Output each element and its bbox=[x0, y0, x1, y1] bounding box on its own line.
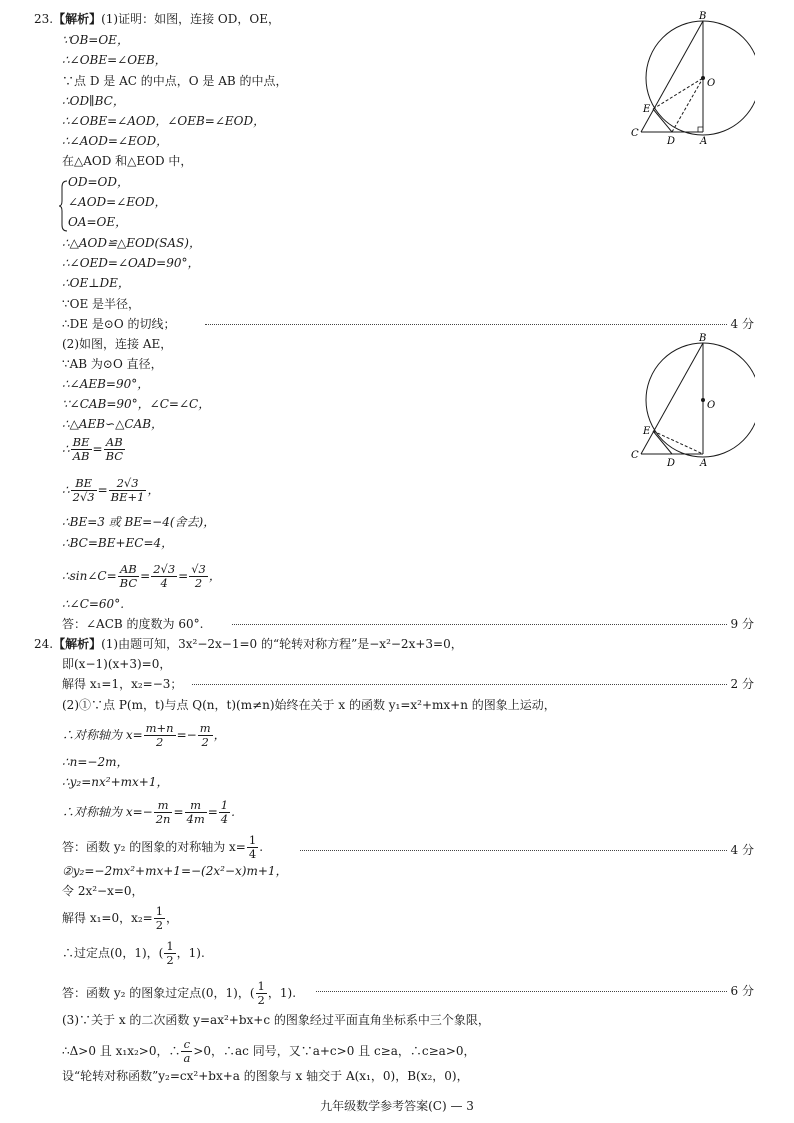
label-a: A bbox=[700, 458, 708, 469]
numerator: c bbox=[181, 1038, 192, 1052]
denominator: 2 bbox=[166, 953, 174, 967]
q23-line12: ∵OE 是半径， bbox=[62, 297, 141, 311]
system-brace bbox=[58, 180, 68, 232]
q24-line5: ∴n=−2m， bbox=[62, 755, 129, 769]
segment-cb bbox=[641, 21, 703, 132]
q24-line4: (2)①∵点 P(m，t)与点 Q(n，t)(m≠n)始终在关于 x 的函数 y₁=x²+mx+n 的图象上运动， bbox=[62, 698, 556, 712]
numerator: √3 bbox=[191, 562, 206, 576]
numerator: 1 bbox=[257, 979, 265, 993]
fraction bbox=[109, 477, 147, 504]
numerator: m bbox=[154, 799, 173, 813]
leader-dots bbox=[192, 684, 727, 685]
q23-part2-line1: (2)如图，连接 AE， bbox=[62, 337, 173, 351]
q23-line8: 在△AOD 和△EOD 中， bbox=[62, 154, 193, 168]
right-angle-mark bbox=[698, 127, 703, 132]
q23-part2-line4: ∵∠CAB=90°，∠C=∠C， bbox=[62, 397, 211, 411]
numerator: m+n bbox=[145, 721, 174, 735]
denominator: AB bbox=[72, 449, 90, 463]
q24-header bbox=[34, 636, 463, 652]
label-c: C bbox=[631, 450, 639, 461]
denominator: 4 bbox=[220, 812, 229, 826]
fraction bbox=[219, 799, 230, 826]
q23-line5: ∴OD∥BC， bbox=[62, 94, 125, 108]
segment-ed bbox=[653, 109, 672, 132]
q24-line7: ②y₂=−2mx²+mx+1=−(2x²−x)m+1， bbox=[62, 864, 288, 878]
system-eq1: OD=OD， bbox=[68, 175, 129, 189]
fraction bbox=[71, 477, 97, 504]
segment-cb bbox=[641, 343, 703, 454]
denominator: 2 bbox=[155, 735, 164, 749]
q23-line3: ∴∠OBE=∠OEB， bbox=[62, 53, 167, 67]
q23-line2: ∵OB=OE， bbox=[62, 33, 129, 47]
q24-number: 24. bbox=[34, 637, 54, 651]
sine-equation: ∴sin∠C= $\frac{AB}{BC}$ = $\frac{2√3}{4}$ = $\frac{√3}{2}$ ， bbox=[62, 562, 221, 590]
fraction bbox=[118, 563, 139, 590]
denominator: BC bbox=[105, 449, 124, 463]
axis-prefix: ∴对称轴为 x=− bbox=[62, 805, 153, 819]
center-point bbox=[701, 76, 705, 80]
label-o: O bbox=[707, 78, 716, 89]
fraction bbox=[154, 905, 165, 932]
q24-line10 bbox=[62, 1038, 476, 1065]
q24-answer-2: 答：函数 y₂ 的图象过定点(0，1)，( $\frac{1}{2}$ ，1). bbox=[62, 979, 297, 1007]
q23-part2-line3: ∴∠AEB=90°， bbox=[62, 377, 150, 391]
numerator: 1 bbox=[166, 939, 174, 953]
numerator: 2√3 bbox=[109, 477, 147, 491]
numerator: m bbox=[185, 799, 207, 813]
q24-line1: (1)由题可知，3x²−2x−1=0 的“轮转对称方程”是−x²−2x+3=0， bbox=[101, 637, 463, 651]
segment-ed bbox=[653, 431, 672, 454]
leader-dots bbox=[316, 991, 727, 992]
answer-prefix: 答：函数 y₂ 的图象过定点(0，1)， bbox=[62, 986, 250, 1000]
q24-line8: 令 2x²−x=0， bbox=[62, 884, 144, 898]
score-mark: 6 分 bbox=[730, 984, 754, 998]
segment-oe bbox=[653, 78, 703, 109]
axis-equation-2: ∴对称轴为 x=− $\frac{m}{2n}$ = $\frac{m}{4m}$ = $\frac{1}{4}$ . bbox=[62, 798, 235, 826]
q23-tag: 【解析】 bbox=[53, 12, 102, 26]
fraction bbox=[71, 436, 92, 463]
fraction bbox=[151, 563, 177, 590]
label-e: E bbox=[643, 104, 651, 115]
fraction bbox=[185, 799, 207, 826]
denominator: 2 bbox=[201, 735, 209, 749]
label-e: E bbox=[643, 426, 651, 437]
line10-suffix: >0，∴ac 同号，又∵a+c>0 且 c≥a，∴c≥a>0， bbox=[193, 1044, 476, 1058]
leader-row bbox=[0, 842, 794, 856]
fraction bbox=[104, 436, 125, 463]
ratio-equation: ∴ $\frac{BE}{AB}$ = $\frac{AB}{BC}$ bbox=[62, 435, 124, 463]
denominator: a bbox=[183, 1051, 191, 1065]
q24-answer-1: 答：函数 y₂ 的图象的对称轴为 x= $\frac{1}{4}$ . bbox=[62, 833, 264, 861]
q23-header bbox=[34, 11, 280, 27]
denominator: 2√3 bbox=[72, 490, 95, 504]
fraction bbox=[164, 940, 175, 967]
q23-line7: ∴∠AOD=∠EOD， bbox=[62, 134, 169, 148]
leader-dots bbox=[300, 850, 727, 851]
numerator: 1 bbox=[248, 833, 257, 847]
circle-o bbox=[646, 21, 755, 135]
fraction bbox=[189, 563, 208, 590]
label-d: D bbox=[667, 136, 676, 147]
q23-line9: ∴△AOD≌△EOD(SAS)， bbox=[62, 236, 201, 250]
score-mark: 4 分 bbox=[730, 317, 754, 331]
numerator: 1 bbox=[155, 904, 164, 918]
leader-row bbox=[0, 983, 794, 997]
center-point bbox=[701, 398, 705, 402]
fraction bbox=[181, 1038, 192, 1065]
denominator: 2 bbox=[194, 576, 203, 590]
q23-part2-line7: ∴BC=BE+EC=4， bbox=[62, 536, 174, 550]
leader-row bbox=[0, 676, 794, 690]
numerator: AB bbox=[104, 436, 125, 450]
q24-line2: 即(x−1)(x+3)=0， bbox=[62, 657, 172, 671]
q23-part2-line6: ∴BE=3 或 BE=−4(舍去)， bbox=[62, 515, 216, 529]
sine-prefix: ∴sin∠C= bbox=[62, 569, 117, 583]
geometry-figure-2 bbox=[625, 330, 755, 470]
system-eq3: OA=OE， bbox=[68, 215, 128, 229]
fraction bbox=[144, 722, 176, 749]
q24-line6: ∴y₂=nx²+mx+1， bbox=[62, 775, 169, 789]
denominator: BC bbox=[119, 576, 138, 590]
ratio-prefix: ∴ bbox=[62, 442, 70, 456]
numerator: 1 bbox=[220, 798, 229, 812]
numerator: BE bbox=[72, 435, 90, 449]
q24-line11: 设“轮转对称函数”y₂=cx²+bx+a 的图象与 x 轴交于 A(x₁，0)，B(x₂，0)， bbox=[62, 1069, 469, 1083]
leader-row bbox=[0, 316, 794, 330]
q23-line1: (1)证明：如图，连接 OD，OE， bbox=[101, 12, 280, 26]
q23-part2-line5: ∴△AEB∽△CAB， bbox=[62, 417, 164, 431]
leader-row bbox=[0, 616, 794, 630]
segment-od bbox=[672, 78, 703, 132]
numerator: m bbox=[199, 721, 211, 735]
score-mark: 9 分 bbox=[730, 617, 754, 631]
denominator: BE+1 bbox=[110, 490, 145, 504]
substitution-equation: ∴ $\frac{BE}{2√3}$ = $\frac{2√3}{BE+1}$ ， bbox=[62, 476, 160, 504]
axis-prefix: ∴对称轴为 x= bbox=[62, 728, 143, 742]
label-b: B bbox=[699, 11, 707, 22]
numerator: BE bbox=[71, 477, 97, 491]
fixed-point-prefix: ∴过定点(0，1)， bbox=[62, 946, 159, 960]
denominator: 4m bbox=[186, 812, 205, 826]
q23-line4: ∵点 D 是 AC 的中点，O 是 AB 的中点， bbox=[62, 74, 288, 88]
leader-dots bbox=[205, 324, 727, 325]
answer-prefix: 答：函数 y₂ 的图象的对称轴为 x= bbox=[62, 840, 246, 854]
fraction bbox=[198, 722, 213, 749]
q23-line11: ∴OE⊥DE， bbox=[62, 276, 130, 290]
label-o: O bbox=[707, 400, 716, 411]
label-c: C bbox=[631, 128, 639, 139]
axis-equation-1: ∴对称轴为 x= $\frac{m+n}{2}$ =− $\frac{m}{2}$ ， bbox=[62, 721, 226, 749]
q24-line9: (3)∵关于 x 的二次函数 y=ax²+bx+c 的图象经过平面直角坐标系中三个象限， bbox=[62, 1013, 490, 1027]
denominator: 4 bbox=[160, 576, 168, 590]
fixed-point-line: ∴过定点(0，1)，( $\frac{1}{2}$ ，1). bbox=[62, 939, 205, 967]
page-footer: 九年级数学参考答案(C) — 3 bbox=[320, 1099, 474, 1113]
score-mark: 2 分 bbox=[730, 677, 754, 691]
q23-part2-line8: ∴∠C=60°. bbox=[62, 597, 125, 611]
segment-ae bbox=[653, 431, 703, 454]
q24-line3: 解得 x₁=1，x₂=−3； bbox=[62, 677, 183, 691]
label-a: A bbox=[700, 136, 708, 147]
q24-tag: 【解析】 bbox=[53, 637, 102, 651]
denominator: 2 bbox=[257, 993, 265, 1007]
system-eq2: ∠AOD=∠EOD， bbox=[68, 195, 167, 209]
circle-o bbox=[646, 343, 755, 457]
line10-prefix: ∴Δ>0 且 x₁x₂>0，∴ bbox=[62, 1044, 181, 1058]
q23-line6: ∴∠OBE=∠AOD，∠OEB=∠EOD， bbox=[62, 114, 266, 128]
numerator: 2√3 bbox=[153, 562, 176, 576]
solution-line: 解得 x₁=0，x₂= $\frac{1}{2}$ ， bbox=[62, 904, 179, 932]
q23-line13: ∴DE 是⊙O 的切线； bbox=[62, 317, 176, 331]
denominator: 2 bbox=[155, 918, 164, 932]
solution-prefix: 解得 x₁=0，x₂= bbox=[62, 911, 153, 925]
numerator: AB bbox=[118, 563, 139, 577]
q23-line10: ∴∠OED=∠OAD=90°， bbox=[62, 256, 200, 270]
fraction bbox=[154, 799, 173, 826]
q23-number: 23. bbox=[34, 12, 54, 26]
geometry-figure-1 bbox=[625, 8, 755, 148]
q23-part2-line2: ∵AB 为⊙O 直径， bbox=[62, 357, 163, 371]
q23-answer: 答：∠ACB 的度数为 60°. bbox=[62, 617, 204, 631]
label-d: D bbox=[667, 458, 676, 469]
denominator: 2n bbox=[155, 812, 171, 826]
leader-dots bbox=[232, 624, 727, 625]
score-mark: 4 分 bbox=[730, 843, 754, 857]
label-b: B bbox=[699, 333, 707, 344]
denominator: 4 bbox=[248, 847, 257, 861]
